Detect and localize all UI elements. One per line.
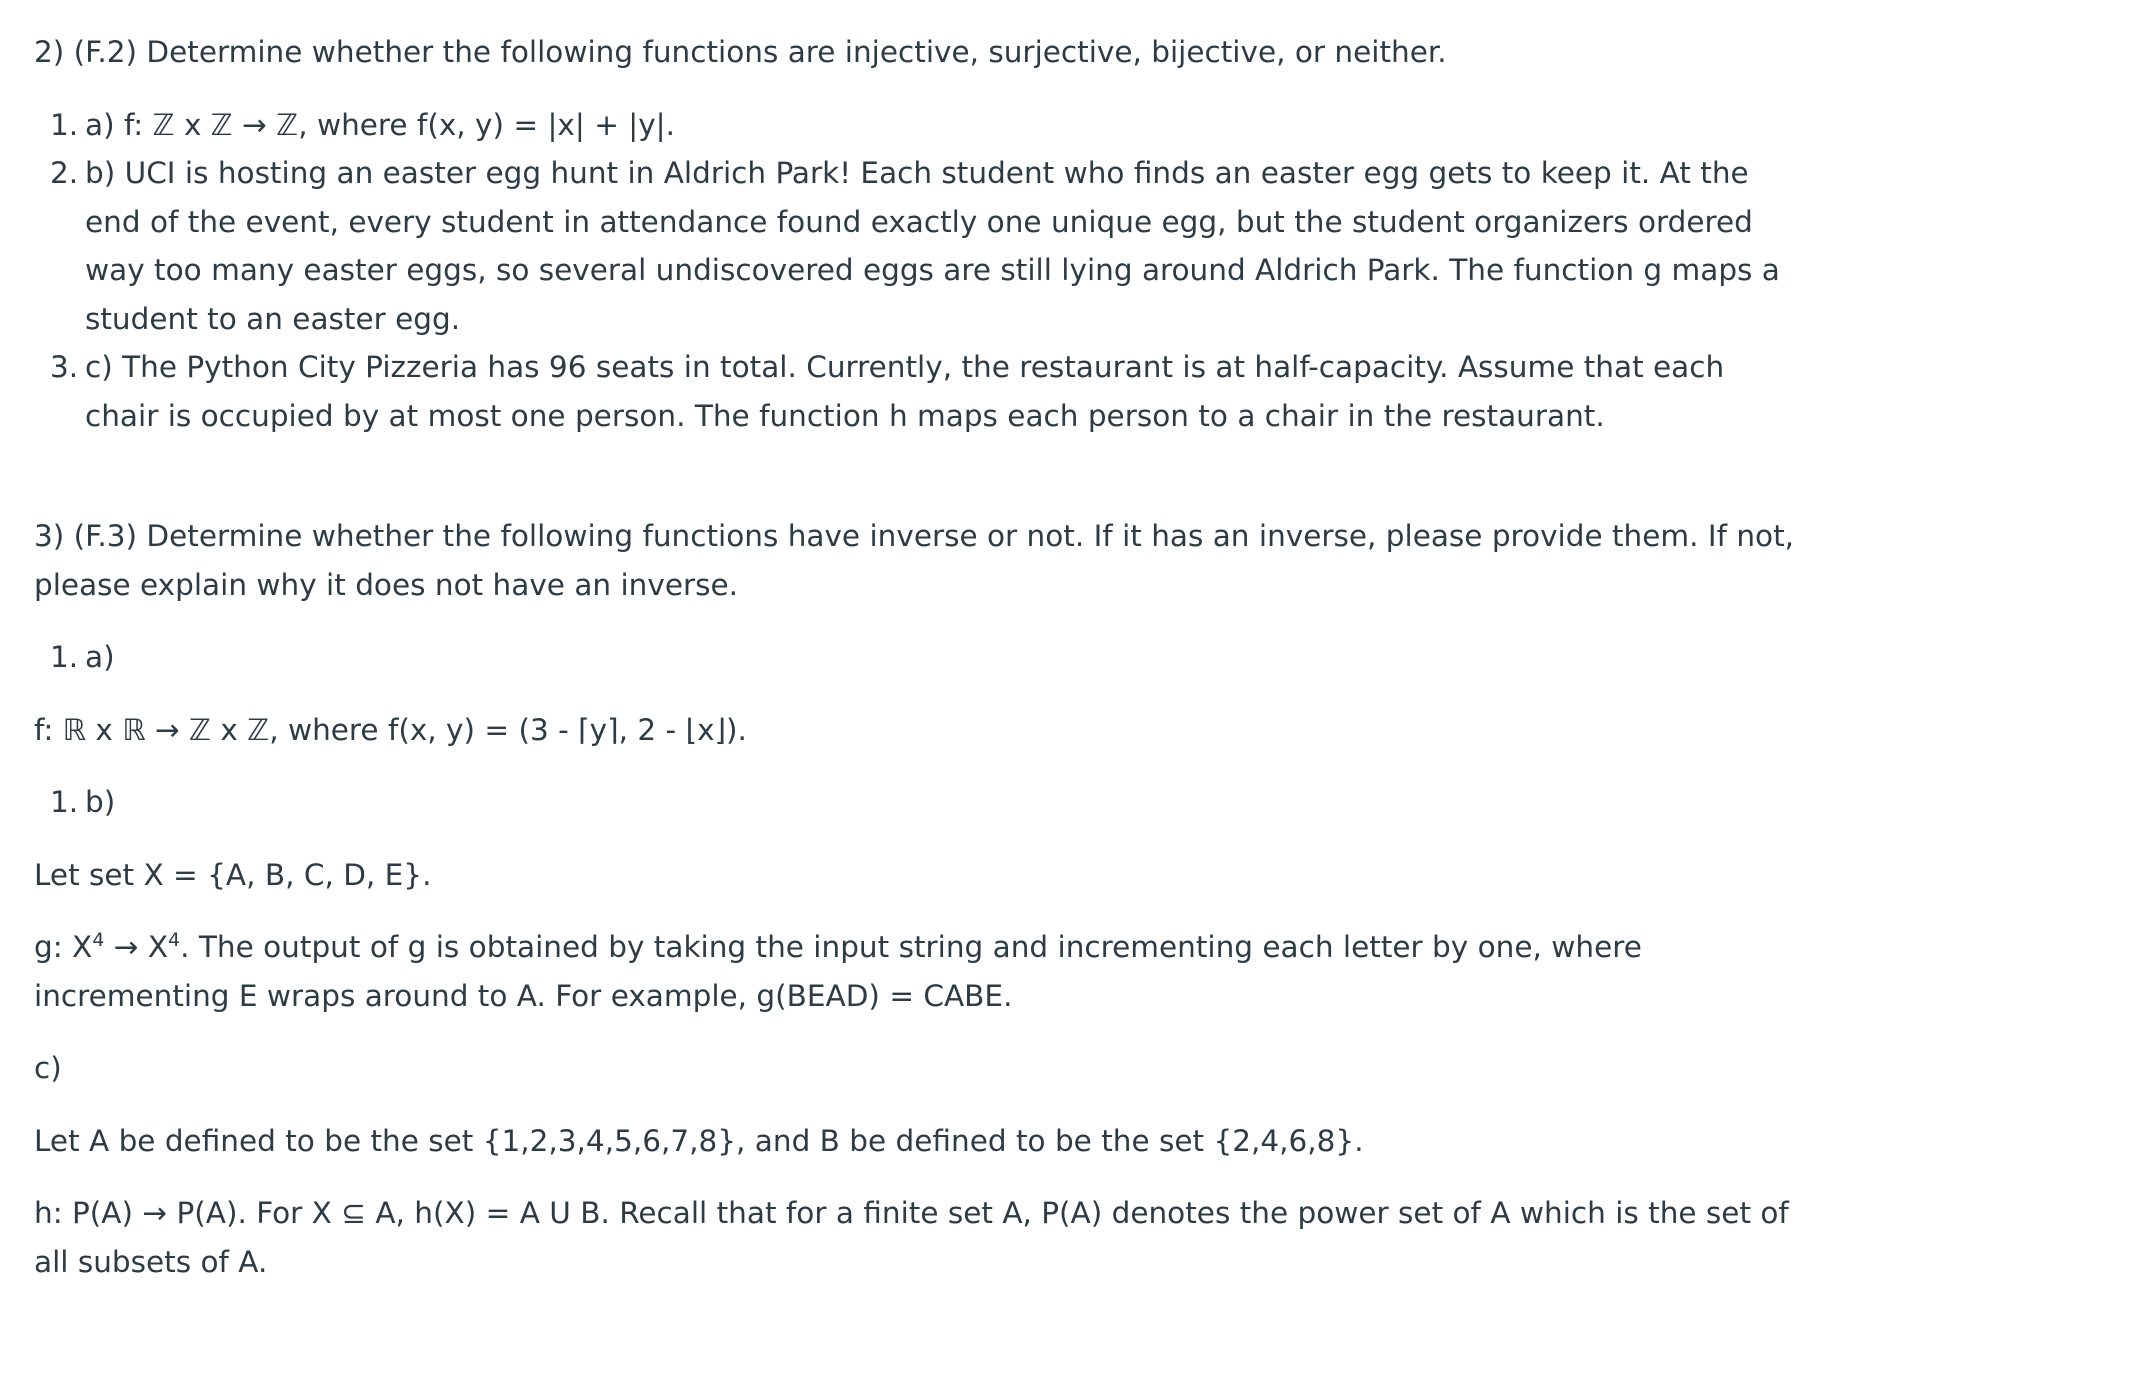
- q2-title: 2) (F.2) Determine whether the following functions are injective, surjective, bijective, or neither.: [34, 35, 1447, 69]
- q3-title-line: 3) (F.3) Determine whether the following functions have inverse or not. If it has an inverse, please provide them. If not,: [34, 519, 1795, 553]
- document-page: [34, 28, 1795, 1286]
- list-item-label: b): [85, 785, 116, 819]
- q3-c-function: [34, 1189, 1789, 1286]
- q3-title-line: please explain why it does not have an inverse.: [34, 567, 738, 602]
- list-number: 3.: [50, 350, 79, 384]
- q3-a-function: f: ℝ x ℝ → ℤ x ℤ, where f(x, y) = (3 - ⌈y⌉, 2 - ⌊x⌋).: [34, 712, 747, 747]
- list-item: [34, 101, 1734, 150]
- list-item: [34, 343, 1734, 440]
- q3-b-function-line: [34, 923, 1734, 972]
- list-item-label: a): [85, 640, 115, 674]
- q3-c-function-line: h: P(A) → P(A). For X ⊆ A, h(X) = A U B. Recall that for a finite set A, P(A) denotes the power set of A which is the set of: [34, 1196, 1789, 1230]
- list-number: 2.: [50, 156, 79, 190]
- q2-list: [34, 101, 1780, 441]
- list-item-text: b) UCI is hosting an easter egg hunt in Aldrich Park! Each student who finds an easter egg gets to keep it. At the: [85, 156, 1749, 190]
- q3-title: [34, 512, 1795, 609]
- exponent: 4: [92, 929, 105, 951]
- list-item: [34, 149, 1780, 343]
- list-item-text: end of the event, every student in attendance found exactly one unique egg, but the student organizers ordered: [85, 204, 1753, 239]
- q3-c-set: Let A be defined to be the set {1,2,3,4,5,6,7,8}, and B be defined to be the set {2,4,6,8}.: [34, 1123, 1364, 1158]
- list-item-text: way too many easter eggs, so several undiscovered eggs are still lying around Aldrich Park. The function g maps a: [85, 253, 1780, 287]
- q3-c-function-line: all subsets of A.: [34, 1244, 268, 1279]
- exponent: 4: [168, 929, 181, 951]
- q3-item-b: [34, 778, 1734, 827]
- q3-b-function-line: incrementing E wraps around to A. For example, g(BEAD) = CABE.: [34, 978, 1013, 1013]
- q3-b-function: [34, 923, 1734, 1020]
- q3-item-a: [34, 633, 1734, 682]
- list-number: 1.: [50, 640, 79, 674]
- list-number: 1.: [50, 107, 79, 142]
- q3-b-set: Let set X = {A, B, C, D, E}.: [34, 857, 432, 892]
- list-item-text: chair is occupied by at most one person. The function h maps each person to a chair in the restaurant.: [85, 398, 1605, 433]
- g-description: . The output of g is obtained by taking the input string and incrementing each letter by one, where: [180, 930, 1642, 964]
- list-number: 1.: [50, 785, 79, 819]
- list-item-text: a) f: ℤ x ℤ → ℤ, where f(x, y) = |x| + |y|.: [85, 107, 675, 142]
- list-item-text: c) The Python City Pizzeria has 96 seats in total. Currently, the restaurant is at half-capacity. Assume that each: [85, 350, 1725, 384]
- g-prefix: g: X: [34, 930, 93, 964]
- g-arrow: → X: [104, 930, 169, 964]
- q3-c-label: c): [34, 1051, 62, 1085]
- list-item-text: student to an easter egg.: [85, 301, 461, 336]
